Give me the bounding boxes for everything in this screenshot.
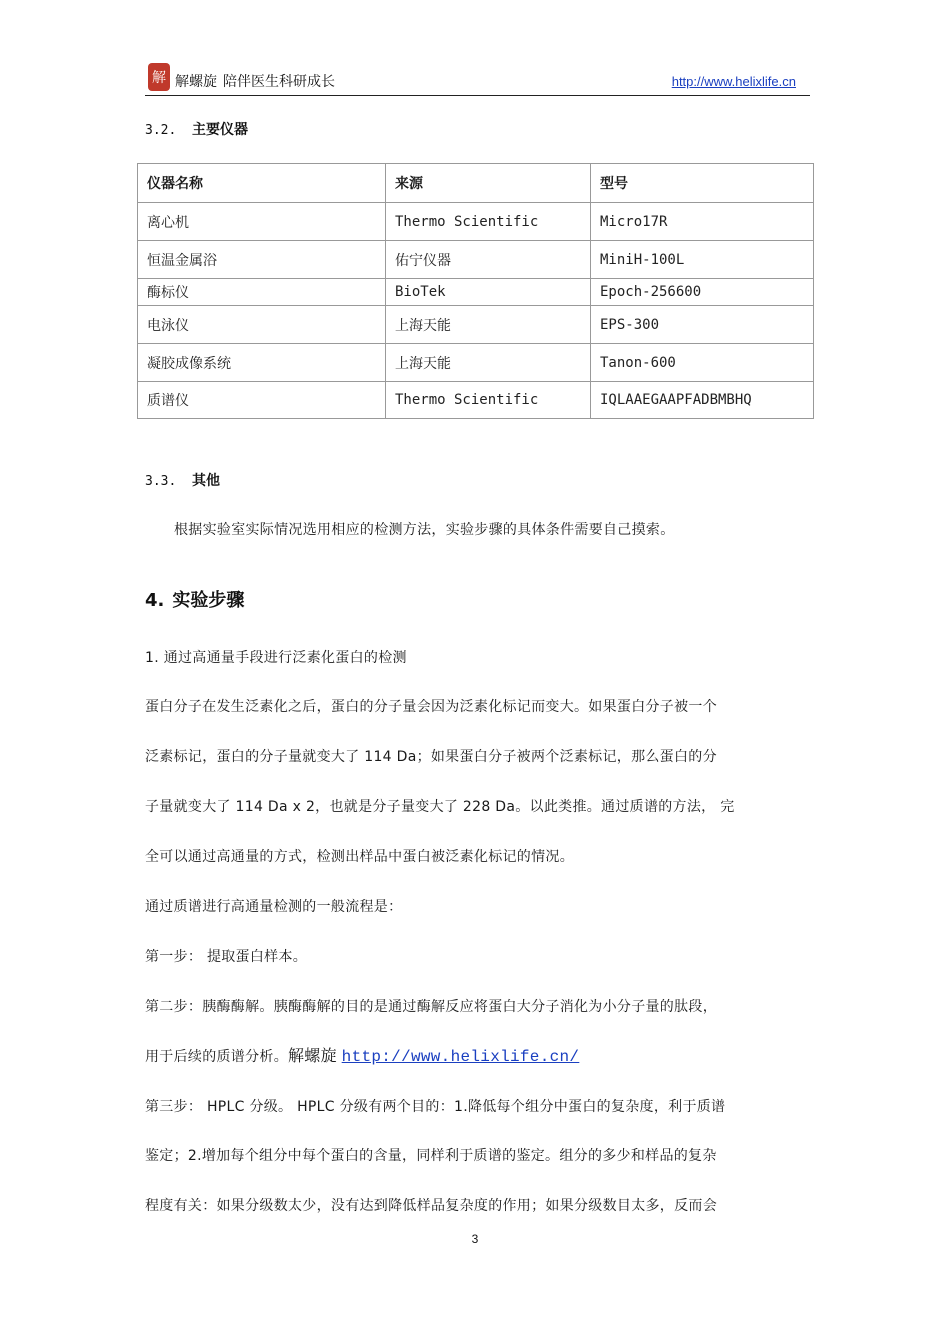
column-header: 来源 [386,164,591,203]
table-cell: Tanon-600 [591,344,814,382]
svg-text:解: 解 [152,70,166,86]
table-row [138,306,814,344]
table-cell: 质谱仪 [138,382,386,419]
section-number: 4. [145,590,165,611]
step-2-text: 用于后续的质谱分析。 [145,1049,288,1065]
section-3-2-heading [145,119,248,139]
table-row [138,382,814,419]
step-2-line: 第二步：胰酶酶解。胰酶酶解的目的是通过酶解反应将蛋白大分子消化为小分子量的肽段， [145,999,717,1015]
table-cell: Thermo Scientific [386,203,591,241]
section-title: 其他 [192,473,220,489]
table-header-row [138,164,814,203]
table-cell: 上海天能 [386,344,591,382]
table-cell: 电泳仪 [138,306,386,344]
table-row [138,203,814,241]
step-3-line: 第三步： HPLC 分级。 HPLC 分级有两个目的：1.降低每个组分中蛋白的复杂度，利于质谱 [145,1099,726,1115]
page-number: 3 [471,1232,479,1246]
step-1: 第一步： 提取蛋白样本。 [145,949,308,965]
paragraph-line: 泛素标记，蛋白的分子量就变大了 114 Da；如果蛋白分子被两个泛素标记，那么蛋白的分 [145,749,717,765]
table-cell: EPS-300 [591,306,814,344]
section-number: 3.2. [145,123,177,138]
step-2-line [145,1043,809,1066]
step-3-line: 程度有关：如果分级数太少，没有达到降低样品复杂度的作用；如果分级数目太多，反而会 [145,1198,717,1214]
header-brand [175,71,335,91]
table-cell: MiniH-100L [591,241,814,279]
step-3-line: 鉴定；2.增加每个组分中每个蛋白的含量，同样利于质谱的鉴定。组分的多少和样品的复杂 [145,1148,717,1164]
instruments-table [137,163,814,419]
helixlife-link[interactable]: http://www.helixlife.cn/ [341,1048,580,1066]
brand-name: 解螺旋 [175,74,217,90]
table-cell: 酶标仪 [138,279,386,306]
paragraph-line: 子量就变大了 114 Da x 2，也就是分子量变大了 228 Da。以此类推。通过质谱的方法， 完 [145,799,735,815]
paragraph-line: 全可以通过高通量的方式，检测出样品中蛋白被泛素化标记的情况。 [145,849,574,865]
table-cell: Micro17R [591,203,814,241]
list-item-1: 1. 通过高通量手段进行泛素化蛋白的检测 [145,650,407,666]
flow-intro: 通过质谱进行高通量检测的一般流程是： [145,899,403,915]
table-cell: 恒温金属浴 [138,241,386,279]
helixlife-logo-icon [147,62,171,92]
page-header [145,62,810,96]
section-4-heading [145,586,244,612]
column-header: 仪器名称 [138,164,386,203]
section-title: 主要仪器 [192,122,248,138]
table-cell: Epoch-256600 [591,279,814,306]
section-title: 实验步骤 [172,590,245,611]
section-number: 3.3. [145,474,177,489]
table-cell: 凝胶成像系统 [138,344,386,382]
section-3-3-heading [145,470,220,490]
table-cell: BioTek [386,279,591,306]
column-header: 型号 [591,164,814,203]
header-site-link[interactable]: http://www.helixlife.cn [671,74,796,89]
brand-slogan: 陪伴医生科研成长 [223,74,335,90]
table-cell: 离心机 [138,203,386,241]
table-cell: Thermo Scientific [386,382,591,419]
table-cell: 上海天能 [386,306,591,344]
step-2-brand: 解螺旋 [288,1046,337,1065]
table-cell: IQLAAEGAAPFADBMBHQ [591,382,814,419]
table-row [138,241,814,279]
table-row [138,279,814,306]
table-row [138,344,814,382]
table-cell: 佑宁仪器 [386,241,591,279]
section-3-3-text: 根据实验室实际情况选用相应的检测方法，实验步骤的具体条件需要自己摸索。 [174,522,675,538]
paragraph-line: 蛋白分子在发生泛素化之后，蛋白的分子量会因为泛素化标记而变大。如果蛋白分子被一个 [145,699,717,715]
